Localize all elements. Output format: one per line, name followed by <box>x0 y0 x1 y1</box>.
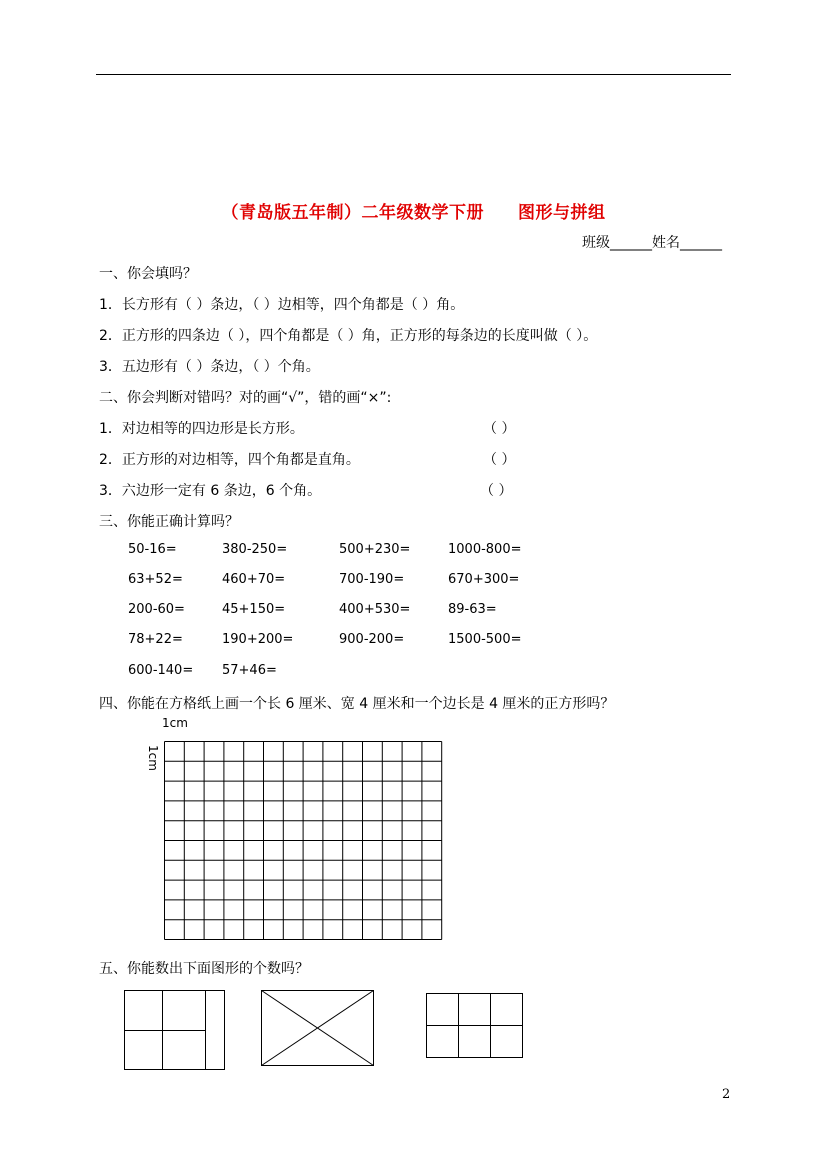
grid-label-top: 1cm <box>162 716 188 730</box>
calc-item: 400+530= <box>339 602 411 617</box>
section5-heading: 五、你能数出下面图形的个数吗？ <box>99 961 309 977</box>
calc-item: 57+46= <box>222 663 277 678</box>
calc-item: 89-63= <box>448 602 497 617</box>
calc-item: 200-60= <box>128 602 185 617</box>
calc-item: 63+52= <box>128 572 183 587</box>
calc-item: 700-190= <box>339 572 405 587</box>
title-topic: 图形与拼组 <box>518 203 606 223</box>
figure-3 <box>427 994 523 1058</box>
section1-q1: 1．长方形有（ ）条边，（ ）边相等，四个角都是（ ）角。 <box>99 297 465 313</box>
section1-q2: 2．正方形的四条边（ ），四个角都是（ ）角，正方形的每条边的长度叫做（ ）。 <box>99 328 598 344</box>
section2-heading: 二、你会判断对错吗？对的画“√”，错的画“×”: <box>99 390 392 406</box>
calc-item: 1500-500= <box>448 632 522 647</box>
figure-2 <box>262 991 374 1066</box>
grid-label-side: 1cm <box>146 745 160 771</box>
calc-item: 50-16= <box>128 542 177 557</box>
section2-mark-2: （ ） <box>483 452 516 468</box>
calc-item: 670+300= <box>448 572 520 587</box>
section2-item-1: 1．对边相等的四边形是长方形。 <box>99 421 304 437</box>
calc-item: 45+150= <box>222 602 286 617</box>
page-number: 2 <box>722 1087 731 1102</box>
section4-heading: 四、你能在方格纸上画一个长 6 厘米、宽 4 厘米和一个边长是 4 厘米的正方形吗？ <box>99 696 615 712</box>
section2-item-3: 3．六边形一定有 6 条边，6 个角。 <box>99 483 322 499</box>
calc-item: 1000-800= <box>448 542 522 557</box>
section2-item-2: 2．正方形的对边相等，四个角都是直角。 <box>99 452 360 468</box>
calc-item: 380-250= <box>222 542 288 557</box>
section2-mark-3: （ ） <box>480 483 513 499</box>
section1-heading: 一、你会填吗？ <box>99 266 197 282</box>
calc-item: 460+70= <box>222 572 286 587</box>
title-main: （青岛版五年制）二年级数学下册 <box>221 203 484 223</box>
calc-item: 500+230= <box>339 542 411 557</box>
section2-mark-1: （ ） <box>483 421 516 437</box>
calc-item: 600-140= <box>128 663 194 678</box>
section1-q3: 3．五边形有（ ）条边，（ ）个角。 <box>99 359 320 375</box>
section3-heading: 三、你能正确计算吗？ <box>99 514 239 530</box>
figure-1 <box>125 991 225 1070</box>
class-name-field: 班级______姓名______ <box>582 235 722 251</box>
calc-item: 190+200= <box>222 632 294 647</box>
calc-item: 78+22= <box>128 632 183 647</box>
calc-item: 900-200= <box>339 632 405 647</box>
